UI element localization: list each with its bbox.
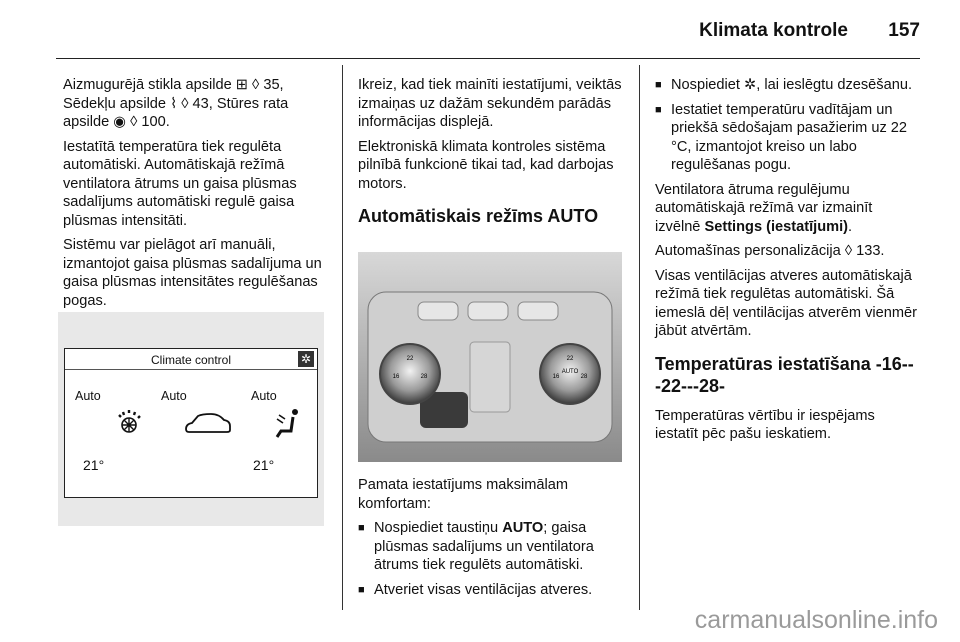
column-2-lower [358, 476, 623, 605]
left-knob-min-label: 16 [392, 374, 400, 380]
temp-right: 21° [253, 457, 275, 473]
left-knob-max-label: 28 [420, 374, 428, 380]
climate-screen-divider [65, 369, 317, 370]
fan-icon [113, 407, 149, 441]
column-2 [358, 76, 623, 237]
list-item [655, 101, 920, 175]
control-panel-graphic [358, 252, 622, 462]
bullet-marker: ■ [358, 522, 365, 534]
heading-auto-mode: Automātiskais režīms AUTO [358, 206, 599, 226]
paragraph-fan-speed: Ventilatora ātruma regulējumu automātiskajā režīmā var izmainīt izvēlnē Settings (iestatījumi). [655, 181, 873, 235]
bullet-text: Iestatiet temperatūru vadītājam un priekšā sēdošajam pasažierim uz 22 °C, izmantojot kreiso un labo regulēšanas pogu. [671, 101, 908, 173]
settings-menu-ref: Settings (iestatījumi) [704, 218, 849, 235]
right-knob-min-label: 16 [552, 374, 560, 380]
paragraph-heating-refs: Aizmugurējā stikla apsilde ⊞ ◊ 35, Sēdekļu apsilde ⌇ ◊ 43, Stūres rata apsilde ◉ ◊ 100. [63, 77, 289, 130]
settings-icon: ✲ [298, 351, 314, 367]
column-divider-1 [342, 65, 343, 610]
list-item [358, 519, 623, 575]
auto-knob-label: AUTO [561, 369, 579, 375]
left-knob-mid-label: 22 [406, 356, 414, 362]
bullet-text-cont: ; gaisa plūsmas sadalījums un ventilatora ātrums tiek regulēts automātiski. [374, 520, 594, 573]
paragraph-personalization: Automašīnas personalizācija ◊ 133. [655, 243, 885, 259]
bullet-marker: ■ [655, 79, 662, 91]
paragraph-auto-regulation: Iestatītā temperatūra tiek regulēta automātiski. Automātiskajā režīmā ventilatora ātrums un gaisa plūsmas sadalījums automātiski regulē gaisa plūsmas intensitāti. [63, 138, 297, 229]
temp-left: 21° [83, 457, 105, 473]
climate-display-illustration [58, 312, 324, 526]
list-item [358, 581, 623, 600]
left-temperature-knob [380, 344, 440, 404]
paragraph-temperature: Temperatūras vērtību ir iespējams iestatīt pēc pašu ieskatiem. [655, 407, 875, 442]
column-1 [63, 76, 328, 316]
paragraph-info-display: Ikreiz, kad tiek mainīti iestatījumi, veiktās izmaiņas uz dažām sekundēm parādās informācijas displejā. [358, 77, 622, 130]
climate-screen-title: Climate control [150, 353, 232, 367]
column-3 [655, 76, 920, 450]
bullet-marker: ■ [655, 103, 662, 116]
bullet-marker: ■ [358, 583, 365, 596]
column-divider-2 [639, 65, 640, 610]
auto-button-ref: AUTO [502, 520, 544, 536]
car-icon [183, 411, 233, 437]
climate-screen [64, 348, 318, 498]
bullet-text: Nospiediet taustiņu [374, 520, 503, 536]
auto-label-distribution: Auto [75, 389, 101, 403]
paragraph-vents: Visas ventilācijas atveres automātiskajā režīmā tiek regulētas automātiski. Šā iemeslā dēļ ventilācijas atverēm vienmēr jābūt atvērtām. [655, 267, 917, 339]
auto-label-air: Auto [251, 389, 277, 403]
auto-label-fan: Auto [161, 389, 187, 403]
header-divider [56, 58, 920, 59]
climate-control-panel-photo [358, 252, 622, 462]
right-knob-max-label: 28 [580, 374, 588, 380]
list-item [655, 76, 920, 95]
seat-airflow-icon [273, 407, 303, 441]
paragraph-engine-running: Elektroniskā klimata kontroles sistēma pilnībā funkcionē tikai tad, kad darbojas motors. [358, 138, 614, 192]
bullet-text: Atveriet visas ventilācijas atveres. [374, 581, 593, 598]
page-title: Klimata kontrole [699, 20, 848, 41]
paragraph-manual-adjust: Sistēmu var pielāgot arī manuāli, izmantojot gaisa plūsmas sadalījuma un gaisa plūsmas intensitātes regulēšanas pogas. [63, 237, 322, 309]
right-knob-mid-label: 22 [566, 356, 574, 362]
paragraph-basic-setting: Pamata iestatījums maksimālam komfortam: [358, 477, 569, 512]
bullet-text: Nospiediet ✲, lai ieslēgtu dzesēšanu. [671, 77, 913, 93]
watermark: carmanualsonline.info [694, 606, 938, 634]
heading-temperature: Temperatūras iestatīšana -16---22---28- [655, 353, 914, 396]
page-number: 157 [888, 20, 920, 41]
